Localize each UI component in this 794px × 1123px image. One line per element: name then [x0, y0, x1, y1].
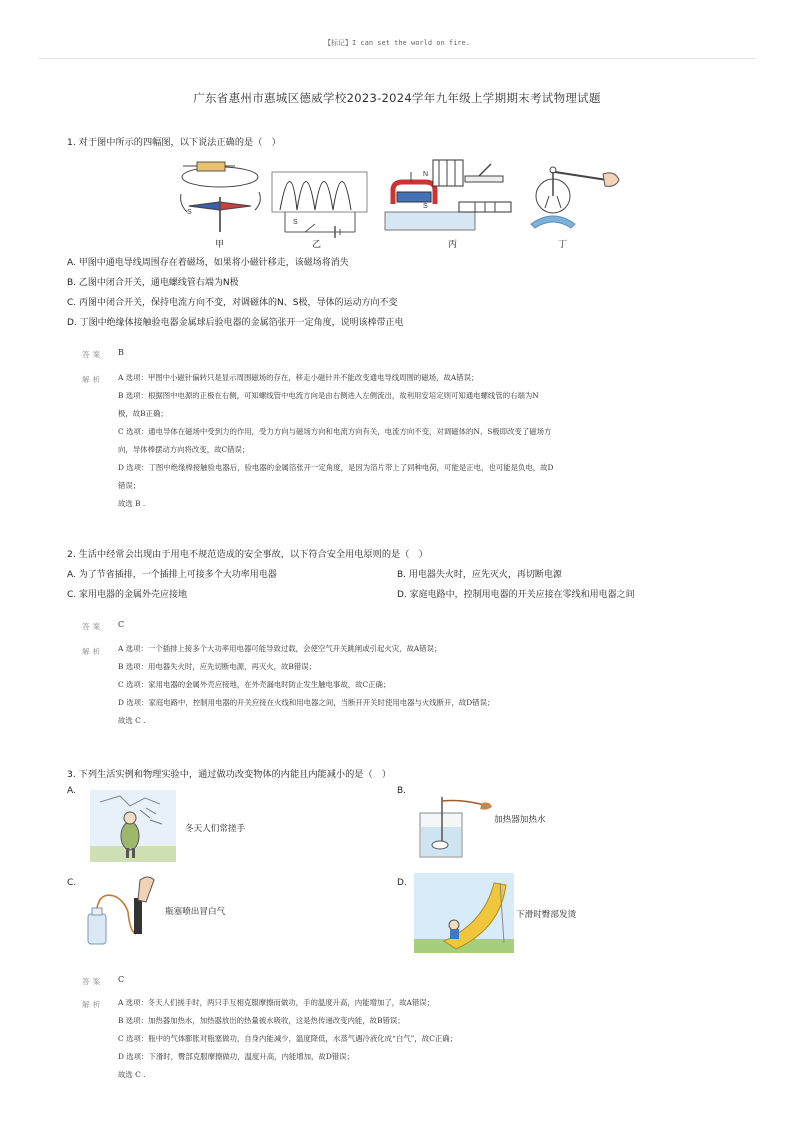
q2-stem: 2. 生活中经常会出现由于用电不规范造成的安全事故，以下符合安全用电原则的是（ ） — [67, 549, 428, 560]
figure-ding — [531, 167, 619, 228]
explanation-line: B 选项：用电器失火时，应先切断电源，再灭火，故B错误； — [118, 662, 316, 671]
q1-option-a: A. 甲图中通电导线周围存在着磁场，如果将小磁针移走，该磁场将消失 — [67, 258, 349, 268]
q3-option-b-caption: 加热器加热水 — [494, 815, 546, 825]
q2-option-a: A. 为了节省插排，一个插排上可接多个大功率用电器 — [67, 570, 277, 580]
fig-letter-s3: S — [423, 203, 428, 210]
q3-option-c-letter: C. — [67, 878, 77, 888]
explanation-line: B 选项：根据图中电源的正极在右侧，可知螺线管中电流方向是由右侧进入左侧流出，故利用安培定则可知通电螺线管的右端为N — [118, 391, 539, 400]
q1-option-c: C. 丙图中闭合开关，保持电流方向不变，对调磁体的N、S极，导体的运动方向不变 — [67, 298, 398, 308]
q3-option-c-illustration — [84, 872, 164, 948]
fig-label-bing: 丙 — [448, 240, 458, 250]
q1-figure-drawing — [175, 152, 625, 250]
document-title: 广东省惠州市惠城区德威学校2023-2024学年九年级上学期期末考试物理试题 — [193, 91, 601, 105]
explanation-line: 故选 B . — [118, 499, 146, 508]
q2-answer-label: 答案 — [82, 622, 104, 631]
slide-picture — [414, 873, 514, 953]
q2-option-b: B. 用电器失火时，应先灭火，再切断电源 — [397, 570, 562, 580]
q3-option-b-letter: B. — [397, 786, 407, 796]
fig-label-yi: 乙 — [312, 240, 322, 250]
explanation-line: A 选项：冬天人们搓手时，两只手互相克服摩擦而做功，手的温度升高，内能增加了，故A错误； — [118, 998, 435, 1007]
q3-option-b-illustration — [414, 795, 494, 859]
explanation-line: 向，导体棒摆动方向将改变，故C错误； — [118, 445, 250, 454]
q3-option-d-illustration — [414, 873, 514, 953]
bottle-stopper-picture — [84, 872, 164, 948]
fig-letter-s1: S — [187, 209, 192, 216]
q2-explanation — [118, 640, 494, 730]
explanation-line: D 选项：下滑时，臀部克服摩擦做功，温度升高，内能增加，故D错误； — [118, 1052, 354, 1061]
q1-explanation — [118, 369, 553, 513]
q2-option-c: C. 家用电器的金属外壳应接地 — [67, 590, 188, 600]
q1-analysis-label: 解析 — [82, 375, 104, 384]
q3-analysis-label: 解析 — [82, 1000, 104, 1009]
q1-figure — [175, 152, 625, 250]
explanation-line: 故选 C . — [118, 1070, 146, 1079]
fig-label-ding: 丁 — [558, 240, 568, 250]
q2-analysis-label: 解析 — [82, 647, 104, 656]
fig-label-jia: 甲 — [215, 240, 225, 250]
fig-letter-n: N — [423, 171, 429, 178]
explanation-line: 故选 C . — [118, 716, 146, 725]
figure-yi — [272, 172, 367, 238]
explanation-line: 极，故B正确； — [118, 409, 168, 418]
q1-option-d: D. 丁图中绝缘体接触验电器金属球后验电器的金属箔张开一定角度，说明该棒带正电 — [67, 318, 404, 328]
q3-answer-label: 答案 — [82, 977, 104, 986]
figure-bing — [385, 160, 511, 230]
q3-stem: 3. 下列生活实例和物理实验中，通过做功改变物体的内能且内能减小的是（ ） — [67, 769, 392, 780]
q3-answer: C — [118, 975, 125, 984]
q1-answer-label: 答案 — [82, 350, 104, 359]
explanation-line: D 选项：家庭电路中，控制用电器的开关应接在火线和用电器之间，当断开开关时使用电器与火线断开，故D错误； — [118, 698, 495, 707]
explanation-line: C 选项：瓶中的气体膨胀对瓶塞做功，自身内能减少，温度降低，水蒸气遇冷液化成“白气”，故C正确； — [118, 1034, 458, 1043]
header-divider — [38, 58, 756, 59]
q1-answer: B — [118, 348, 124, 357]
q3-explanation — [118, 994, 457, 1084]
q3-option-c-caption: 瓶塞喷出冒白气 — [165, 907, 226, 917]
q2-option-d: D. 家庭电路中，控制用电器的开关应接在零线和用电器之间 — [397, 590, 635, 600]
explanation-line: D 选项：丁图中绝缘棒接触验电器后，验电器的金属箔张开一定角度，是因为箔片带上了同种电荷，可能是正电，也可能是负电，故D — [118, 463, 554, 472]
heater-water-picture — [414, 795, 494, 859]
q3-option-d-letter: D. — [397, 878, 407, 888]
explanation-line: A 选项：一个插排上接多个大功率用电器可能导致过载，会使空气开关跳闸或引起火灾，故A错误； — [118, 644, 442, 653]
explanation-line: A 选项：甲图中小磁针偏转只是显示周围磁场的存在，移走小磁针并不能改变通电导线周围的磁场，故A错误； — [118, 373, 479, 382]
q1-option-b: B. 乙图中闭合开关，通电螺线管右端为N极 — [67, 278, 239, 288]
q3-option-a-caption: 冬天人们常搓手 — [185, 824, 246, 834]
rubbing-hands-picture — [90, 790, 176, 862]
explanation-line: C 选项：通电导体在磁场中受到力的作用，受力方向与磁场方向和电流方向有关，电流方向不变，对调磁体的N、S极即改变了磁场方 — [118, 427, 552, 436]
figure-jia — [181, 162, 261, 232]
q2-answer: C — [118, 620, 125, 629]
fig-letter-s2: S — [293, 219, 298, 226]
q3-option-d-caption: 下滑时臀部发烫 — [516, 910, 577, 920]
explanation-line: B 选项：加热器加热水，加热器放出的热量被水吸收，这是热传递改变内能，故B错误； — [118, 1016, 405, 1025]
q3-option-a-letter: A. — [67, 786, 76, 796]
q1-stem: 1. 对于图中所示的四幅图，以下说法正确的是（ ） — [67, 137, 281, 148]
header-note: 【标记】I can set the world on fire. — [323, 39, 470, 47]
explanation-line: C 选项：家用电器的金属外壳应接地，在外壳漏电时防止发生触电事故，故C正确； — [118, 680, 391, 689]
q3-option-a-illustration — [90, 790, 176, 862]
explanation-line: 错误； — [118, 481, 141, 490]
